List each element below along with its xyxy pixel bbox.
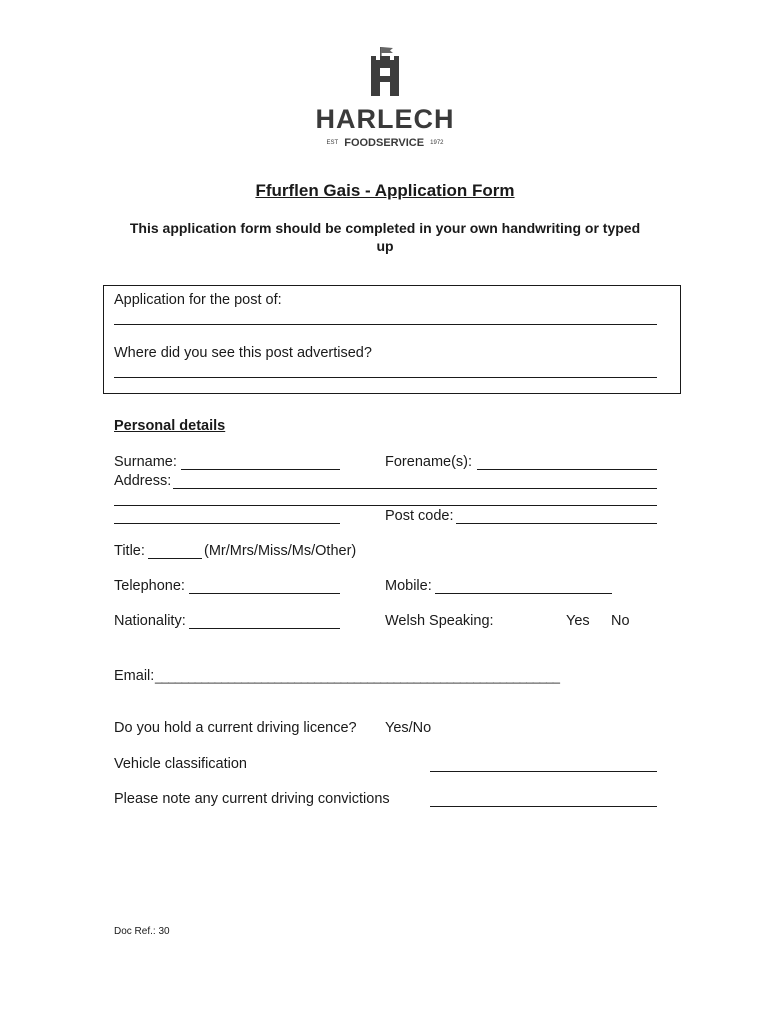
logo-sub-name: FOODSERVICE [344,137,425,149]
harlech-logo [300,44,470,154]
mobile-label: Mobile: [385,578,432,594]
surname-label: Surname: [114,454,177,470]
driving-licence-options[interactable]: Yes/No [385,720,432,736]
forename-label: Forename(s): [385,454,473,470]
advert-field-line[interactable] [114,377,657,378]
forename-field-line[interactable] [477,469,657,470]
vehicle-classification-label: Vehicle classification [114,756,247,772]
telephone-label: Telephone: [114,578,185,594]
welsh-speaking-label: Welsh Speaking: [385,613,494,629]
surname-field-line[interactable] [181,469,340,470]
doc-reference: Doc Ref.: 30 [114,926,170,937]
logo-year: 1972 [430,140,444,146]
post-field-line[interactable] [114,324,657,325]
email-field-underscores[interactable]: _____________________________________________________________ [155,669,560,684]
telephone-field-line[interactable] [189,593,340,594]
form-intro: This application form should be completed in your own handwriting or typed up [129,220,641,254]
welsh-yes-option[interactable]: Yes [566,613,590,629]
address-label: Address: [114,473,172,489]
logo-brand-name: HARLECH [315,104,455,134]
form-title: Ffurflen Gais - Application Form [255,181,515,200]
welsh-no-option[interactable]: No [611,613,630,629]
postcode-field-line[interactable] [456,523,657,524]
vehicle-classification-field-line[interactable] [430,771,657,772]
personal-details-heading: Personal details [114,418,226,434]
driving-convictions-field-line[interactable] [430,806,657,807]
logo-est: EST [326,140,339,146]
postcode-label: Post code: [385,508,454,524]
logo-subline [300,137,470,149]
address-field-line-3[interactable] [114,523,340,524]
nationality-label: Nationality: [114,613,186,629]
title-field-line[interactable] [148,558,202,559]
castle-tower-icon [300,44,470,106]
address-field-line-1[interactable] [173,488,657,489]
email-label: Email: [114,668,155,684]
advert-label: Where did you see this post advertised? [114,345,372,361]
address-field-line-2[interactable] [114,505,657,506]
title-options: (Mr/Mrs/Miss/Ms/Other) [204,543,357,559]
driving-convictions-label: Please note any current driving convictions [114,791,390,807]
post-label: Application for the post of: [114,292,282,308]
driving-licence-question: Do you hold a current driving licence? [114,720,357,736]
mobile-field-line[interactable] [435,593,612,594]
title-label: Title: [114,543,145,559]
nationality-field-line[interactable] [189,628,340,629]
